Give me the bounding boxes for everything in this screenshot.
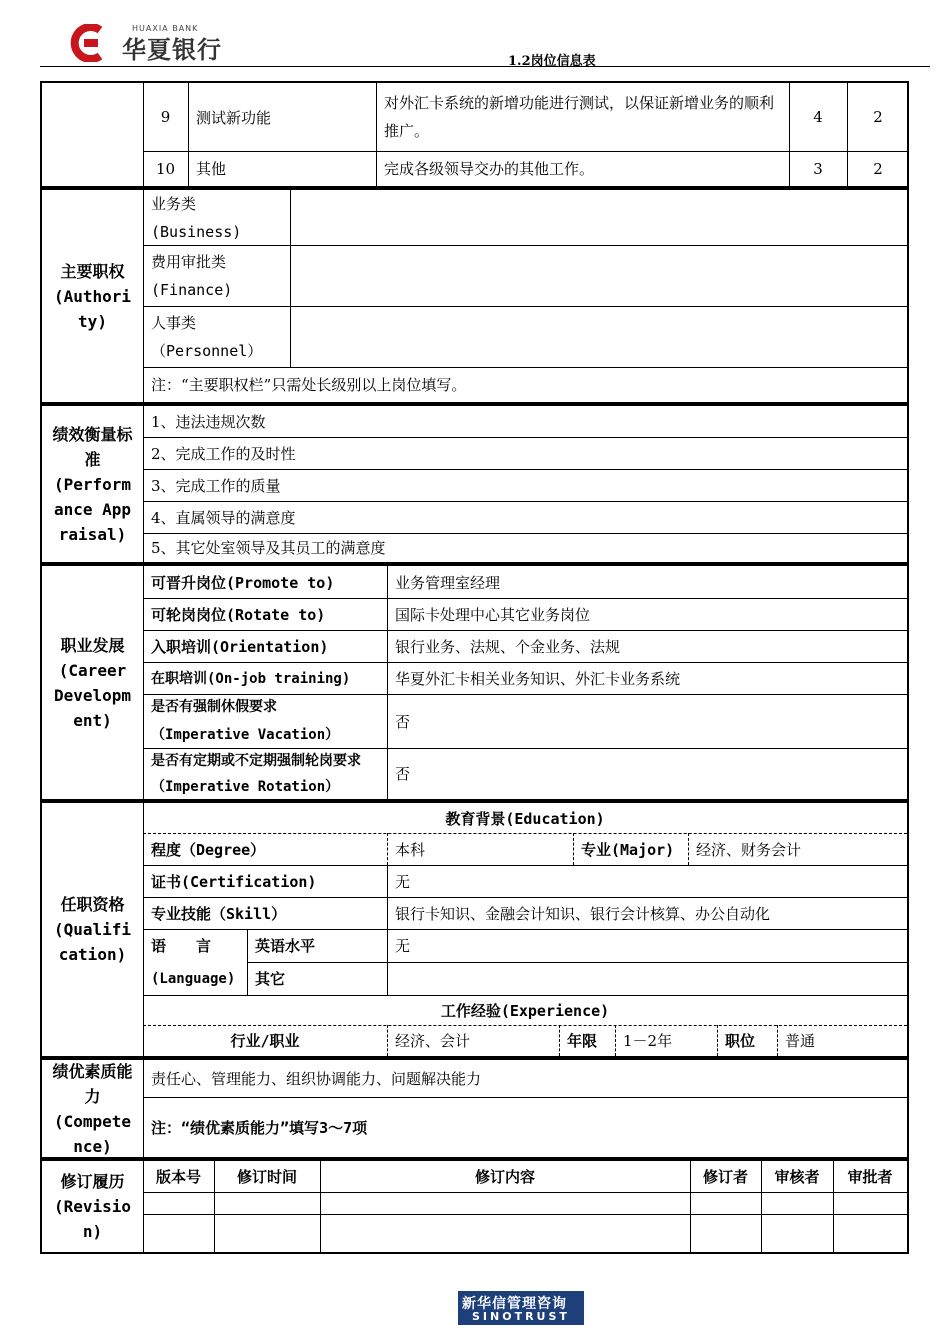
position-value: 普通: [785, 1032, 816, 1050]
revision-col-time: 修订时间: [236, 1168, 297, 1186]
authority-label-business: 业务类 (Business): [151, 194, 242, 241]
cert-value: 无: [395, 872, 411, 891]
revision-title: 修订履历 (Revision): [53, 1172, 132, 1241]
revision-col-reviser: 修订者: [702, 1168, 748, 1186]
career-value: 华夏外汇卡相关业务知识、外汇卡业务系统: [395, 669, 681, 688]
competence-value: 责任心、管理能力、组织协调能力、问题解决能力: [151, 1070, 482, 1088]
experience-row: [143, 1025, 907, 1056]
english-subrow: [247, 929, 907, 963]
education-header: 教育背景(Education): [445, 809, 605, 828]
degree-value: 本科: [395, 840, 426, 859]
degree-row: [143, 833, 907, 866]
task-value-1: 4: [813, 108, 823, 126]
authority-label-finance: 费用审批类 (Finance): [151, 252, 233, 299]
degree-label: 程度（Degree）: [151, 840, 266, 859]
years-label: 年限: [567, 1032, 598, 1050]
skill-label: 专业技能（Skill）: [151, 904, 287, 923]
career-label: 可轮岗岗位(Rotate to): [151, 605, 326, 624]
major-label: 专业(Major): [581, 840, 675, 859]
authority-note: 注：“主要职权栏”只需处长级别以上岗位填写。: [151, 376, 467, 394]
experience-header-row: [143, 995, 907, 1026]
task-description: 对外汇卡系统的新增功能进行测试，以保证新增业务的顺利推广。: [384, 94, 775, 140]
table-row: [143, 566, 907, 599]
authority-row-finance: [143, 245, 907, 307]
language-label-en: (Language): [151, 970, 236, 987]
competence-note: 注：“绩优素质能力”填写3～7项: [151, 1118, 368, 1137]
education-header-row: [143, 803, 907, 834]
career-section: [40, 564, 909, 801]
list-item: 5、其它处室领导及其员工的满意度: [151, 539, 386, 557]
task-description: 完成各级领导交办的其他工作。: [384, 160, 595, 178]
header-rule: [40, 66, 930, 67]
revision-section: [40, 1159, 909, 1254]
bank-name-cn: 华夏银行: [122, 36, 222, 64]
skill-row: [143, 897, 907, 930]
task-value-2: 2: [873, 108, 883, 126]
competence-section: [40, 1058, 909, 1159]
career-label: 可晋升岗位(Promote to): [151, 573, 335, 592]
career-value: 银行业务、法规、个金业务、法规: [395, 637, 621, 656]
list-item: 2、完成工作的及时性: [143, 437, 907, 470]
cert-row: [143, 865, 907, 898]
career-label: 在职培训(On-job training): [151, 671, 351, 687]
table-row: [143, 630, 907, 663]
career-label: 是否有强制休假要求 （Imperative Vacation）: [151, 699, 340, 743]
years-value: 1－2年: [623, 1032, 673, 1050]
list-item: 3、完成工作的质量: [143, 469, 907, 502]
other-subrow: [247, 962, 907, 995]
career-label: 是否有定期或不定期强制轮岗要求（Imperative Rotation）: [151, 752, 361, 795]
table-row: [143, 1214, 907, 1252]
authority-row-business: [143, 190, 907, 246]
task-left-blank: [42, 83, 144, 186]
other-value: [387, 962, 907, 995]
table-row: [143, 83, 907, 152]
table-row: [143, 151, 907, 186]
performance-section: [40, 404, 909, 564]
document-title: 1.2岗位信息表: [508, 54, 596, 69]
english-label: 英语水平: [255, 937, 316, 955]
task-rows: [143, 83, 907, 186]
authority-title: 主要职权 (Authority): [53, 261, 132, 331]
footer-logo-cn: 新华信管理咨询: [462, 1296, 567, 1312]
other-label: 其它: [255, 970, 286, 988]
table-row: [143, 1192, 907, 1215]
task-value-2: 2: [873, 159, 883, 178]
list-item: 1、违法违规次数: [143, 406, 907, 438]
language-label: 语 言: [151, 937, 212, 955]
career-value: 业务管理室经理: [395, 573, 501, 592]
career-value: 否: [395, 712, 411, 731]
performance-title: 绩效衡量标准 (Performance Appraisal): [52, 424, 133, 544]
task-no: 9: [160, 108, 171, 126]
authority-note-row: [143, 367, 907, 402]
career-value: 否: [395, 765, 411, 783]
competence-row: [143, 1060, 907, 1098]
industry-value: 经济、会计: [395, 1032, 471, 1050]
industry-label: 行业/职业: [230, 1032, 300, 1050]
revision-col-version: 版本号: [155, 1168, 201, 1186]
major-value: 经济、财务会计: [696, 840, 802, 859]
task-name: 测试新功能: [196, 108, 272, 127]
experience-header: 工作经验(Experience): [440, 1001, 610, 1020]
cert-label: 证书(Certification): [151, 872, 317, 891]
task-table: [40, 81, 909, 188]
qualification-section: [40, 801, 909, 1058]
huaxia-bank-logo-icon: [70, 24, 112, 62]
task-value-1: 3: [813, 159, 823, 178]
authority-label-personnel: 人事类 （Personnel）: [151, 313, 263, 360]
table-row: [143, 662, 907, 695]
revision-col-approver: 审批者: [847, 1168, 893, 1186]
competence-title: 绩优素质能力 (Competence): [52, 1061, 133, 1156]
footer-logo-en: SINOTRUST: [472, 1310, 570, 1323]
table-row: [143, 598, 907, 631]
revision-col-content: 修订内容: [474, 1168, 535, 1186]
table-row: [143, 748, 907, 799]
career-value: 国际卡处理中心其它业务岗位: [395, 605, 591, 624]
career-title: 职业发展 (Career Development): [53, 635, 132, 730]
english-value: 无: [395, 937, 411, 955]
sinotrust-logo: [458, 1291, 584, 1325]
qualification-title: 任职资格 (Qualification): [53, 895, 132, 964]
competence-note-row: [143, 1097, 907, 1157]
task-name: 其他: [196, 160, 227, 178]
position-label: 职位: [725, 1032, 756, 1050]
table-row: [143, 694, 907, 749]
authority-section: [40, 188, 909, 404]
page-header: [0, 0, 950, 70]
bank-name-en: HUAXIA BANK: [132, 24, 199, 33]
authority-row-personnel: [143, 306, 907, 368]
task-no: 10: [155, 159, 176, 178]
language-row: [143, 929, 907, 996]
career-label: 入职培训(Orientation): [151, 637, 329, 656]
revision-col-reviewer: 审核者: [774, 1168, 820, 1186]
list-item: 4、直属领导的满意度: [143, 501, 907, 534]
skill-value: 银行卡知识、金融会计知识、银行会计核算、办公自动化: [395, 904, 771, 923]
revision-header-row: [143, 1161, 907, 1193]
